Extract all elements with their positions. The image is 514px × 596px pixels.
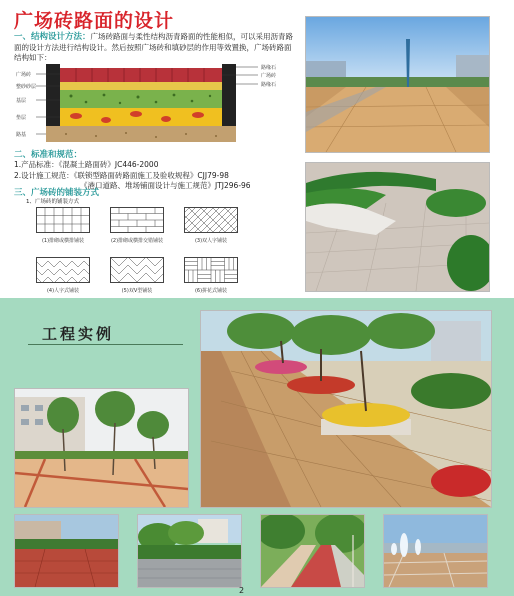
pattern-caption-6: (6)拼花式铺装 [194,288,228,294]
pattern-double-herringbone [184,207,238,237]
plaza-photo-graphic [306,17,489,152]
bottom-photo-1-graphic [15,515,118,587]
diagram-label-left-3: 基层 [16,98,27,104]
diagram-label-right-2: 广场砖 [261,73,277,79]
section-paving-methods [14,186,304,206]
bottom-photo-4-graphic [384,515,487,587]
building-plaza-photo [14,388,189,508]
bottom-photo-1 [14,514,119,588]
paving-subheading: 1、广场砖的铺装方式 [26,199,79,205]
project-examples-heading: 工程实例 [42,325,115,343]
pavement-cross-section [16,64,296,148]
diagram-label-left-4: 垫层 [16,115,27,121]
curved-planter-photo [305,162,490,292]
bottom-photo-4 [383,514,488,588]
plaza-photo [305,16,490,153]
heading-divider [28,344,183,345]
section-standards [14,148,304,192]
diagram-label-left-5: 路基 [16,132,27,138]
section-structure-text: 广场砖路面与柔性结构沥青路面的性能相似，可以采用沥青路面的设计方法进行结构设计。然后按照广场砖和填砂层的作用等效置换，广场砖路面结构如下： [14,32,294,62]
pavement-structure-diagram [16,64,296,148]
diagram-label-right-3: 路缘石 [261,82,277,88]
pattern-parquet [184,257,238,287]
paving-patterns-grid [30,207,260,297]
pattern-stack-bond-graphic [36,207,90,233]
diagram-label-left-1: 广场砖 [16,72,32,78]
building-plaza-graphic [15,389,188,507]
bottom-photo-2-graphic [138,515,241,587]
standard-line-3: 《港口道路、堆场铺面设计与施工规范》JTJ296-96 [80,181,251,190]
walkway-photo-graphic [201,311,491,507]
pattern-double-v-graphic [110,257,164,283]
pattern-caption-3: (3)双人字铺装 [194,238,228,244]
section-structure-design [14,32,298,64]
standard-line-2: 2.设计施工规范：《联锁型路面砖路面施工及验收规程》CJJ79-98 [14,170,229,180]
pattern-herringbone [36,257,90,287]
curved-planter-graphic [306,163,489,291]
section-heading-structure: 一、结构设计方法： [14,32,91,42]
pattern-caption-2: (2)排砌或横排交错铺装 [110,238,164,244]
pattern-running-bond [110,207,164,237]
bottom-photo-3-graphic [261,515,364,587]
diagram-label-left-2: 整砂砂层 [16,84,37,90]
pattern-running-bond-graphic [110,207,164,233]
walkway-photo [200,310,492,508]
pattern-caption-1: (1)排砌或横排铺装 [41,238,85,244]
section-heading-standards: 二、标准和规范： [14,150,83,160]
pattern-double-herringbone-graphic [184,207,238,233]
pattern-herringbone-graphic [36,257,90,283]
pattern-double-v [110,257,164,287]
bottom-photo-2 [137,514,242,588]
page-title: 广场砖路面的设计 [14,10,175,32]
page-number: 2 [239,586,245,595]
pattern-caption-4: (4)人字式铺装 [46,288,80,294]
section-heading-paving: 三、广场砖的铺装方式 [14,188,100,198]
pattern-parquet-graphic [184,257,238,283]
diagram-label-right-1: 路缘石 [261,65,277,71]
bottom-photo-3 [260,514,365,588]
standard-line-1: 1.产品标准：《混凝土路面砖》JC446-2000 [14,160,159,169]
pattern-caption-5: (5)双V型铺装 [121,288,153,294]
pattern-stack-bond [36,207,90,237]
